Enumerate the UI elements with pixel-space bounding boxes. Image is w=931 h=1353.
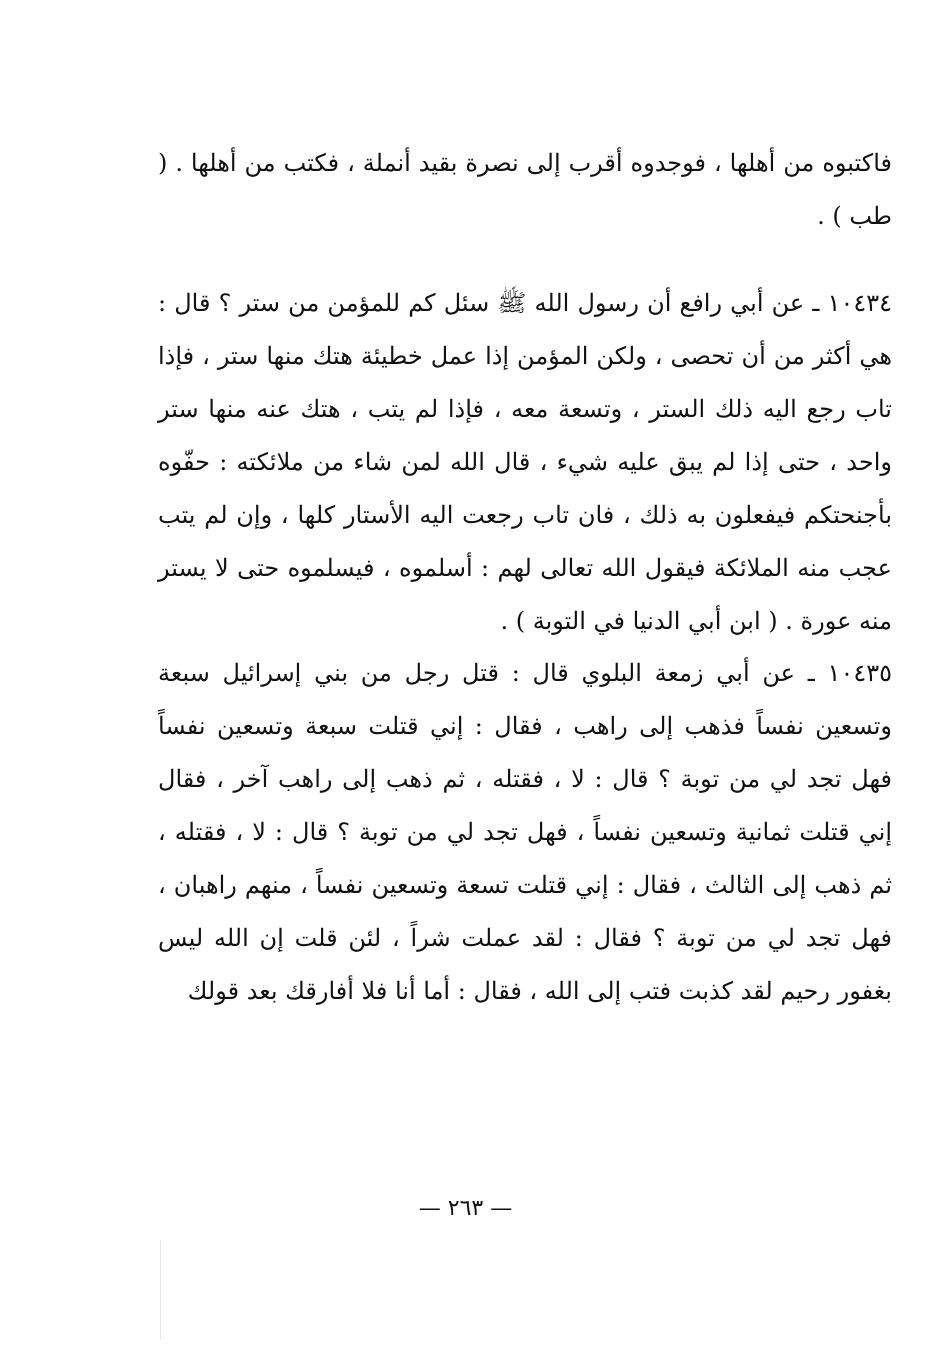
paragraph-hadith-10434: [158, 277, 892, 648]
paragraph-text: فاكتبوه من أهلها ، فوجدوه أقرب إلى نصرة بقيد أنملة ، فكتب من أهلها . ( طب ) .: [158, 149, 893, 230]
scan-edge-divider: [160, 1240, 161, 1340]
paragraph-hadith-10435: [158, 647, 892, 1018]
paragraph-continuation: [158, 137, 892, 243]
paragraph-text: ١٠٤٣٥ ـ عن أبي زمعة البلوي قال : قتل رجل من بني إسرائيل سبعة وتسعين نفساً فذهب إلى راهب ، فقال : إني قتلت سبعة وتسعين نفساً فهل تجد لي من توبة ؟ قال : لا ، فقتله ، ثم ذهب إلى راهب آخر ، فقال إني قتلت ثمانية وتسعين نفساً ، فهل تجد لي من توبة ؟ قال : لا ، فقتله ، ثم ذهب إلى الثالث ، فقال : إني قتلت تسعة وتسعين نفساً ، منهم راهبان ، فهل تجد لي من توبة ؟ فقال : لقد عملت شراً ، لئن قلت إن الله ليس بغفور رحيم لقد كذبت فتب إلى الله ، فقال : أما أنا فلا أفارقك بعد قولك: [158, 659, 893, 1005]
paragraph-text: ١٠٤٣٤ ـ عن أبي رافع أن رسول الله ﷺ سئل كم للمؤمن من ستر ؟ قال : هي أكثر من أن تحصى ، ولكن المؤمن إذا عمل خطيئة هتك منها ستر ، فإذا تاب رجع اليه ذلك الستر ، وتسعة معه ، فإذا لم يتب ، هتك عنه منها ستر واحد ، حتى إذا لم يبق عليه شيء ، قال الله لمن شاء من ملائكته : حفّوه بأجنحتكم فيفعلون به ذلك ، فان تاب رجعت اليه الأستار كلها ، وإن لم يتب عجب منه الملائكة فيقول الله تعالى لهم : أسلموه ، فيسلموه حتى لا يستر منه عورة . ( ابن أبي الدنيا في التوبة ) .: [158, 289, 892, 635]
page-number: — ٢٦٣ —: [418, 1196, 513, 1221]
